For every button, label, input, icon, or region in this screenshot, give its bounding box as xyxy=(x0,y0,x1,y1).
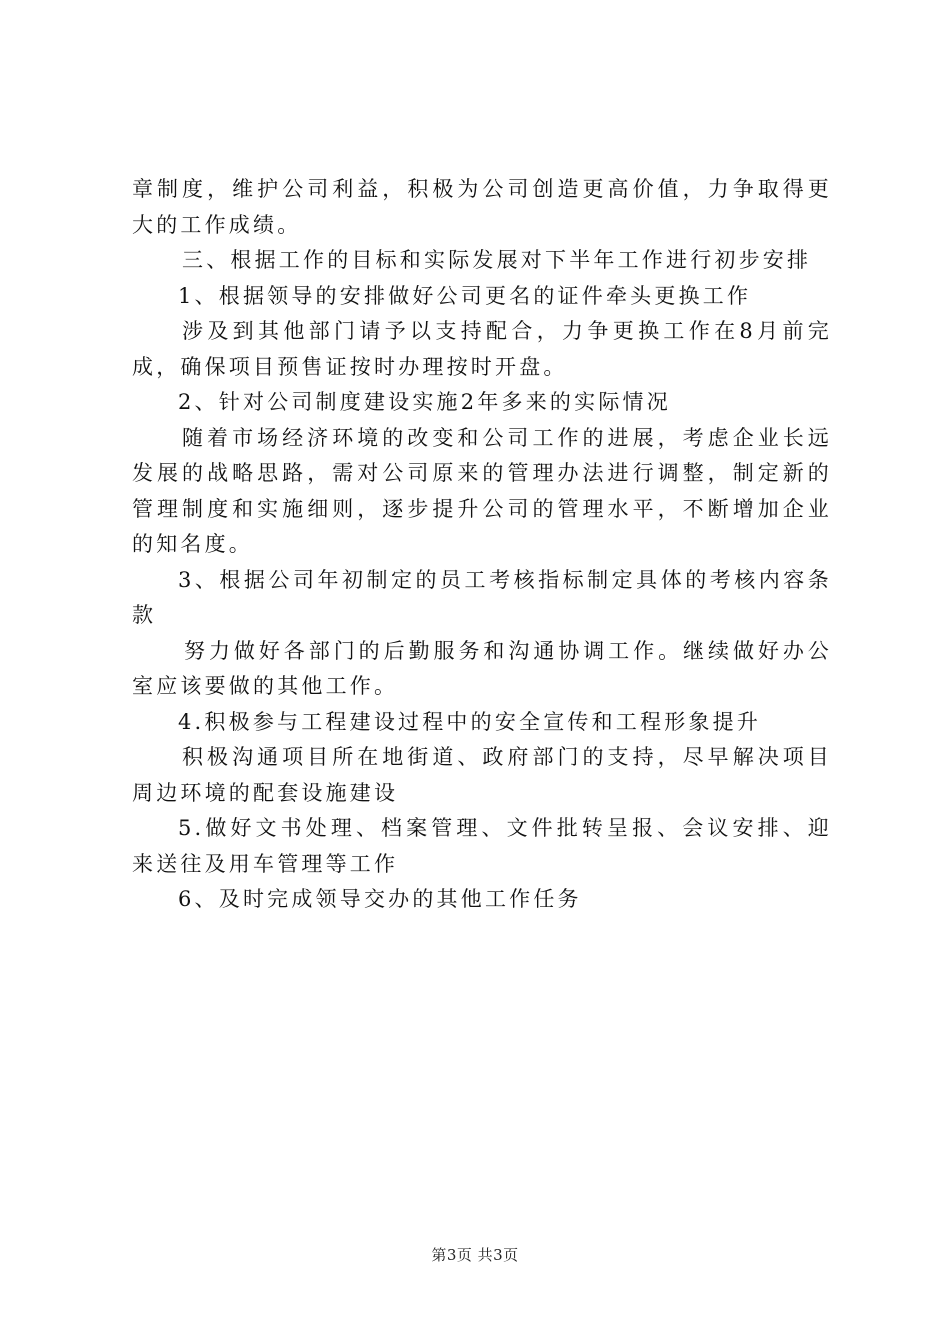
document-body xyxy=(132,172,832,918)
item-body-1: 涉及到其他部门请予以支持配合，力争更换工作在8月前完成，确保项目预售证按时办理按时开盘。 xyxy=(132,319,832,379)
item-body-4: 积极沟通项目所在地街道、政府部门的支持，尽早解决项目周边环境的配套设施建设 xyxy=(132,745,832,805)
section-heading-3: 三、根据工作的目标和实际发展对下半年工作进行初步安排 xyxy=(182,248,812,272)
paragraph-continuation: 章制度，维护公司利益，积极为公司创造更高价值，力争取得更大的工作成绩。 xyxy=(132,177,832,237)
item-heading-1: 1、根据领导的安排做好公司更名的证件牵头更换工作 xyxy=(178,283,752,308)
item-heading-3: 3、根据公司年初制定的员工考核指标制定具体的考核内容条款 xyxy=(132,567,832,627)
item-heading-5: 5.做好文书处理、档案管理、文件批转呈报、会议安排、迎来送往及用车管理等工作 xyxy=(132,816,832,876)
item-heading-4: 4.积极参与工程建设过程中的安全宣传和工程形象提升 xyxy=(178,709,762,734)
item-body-2: 随着市场经济环境的改变和公司工作的进展，考虑企业长远发展的战略思路，需对公司原来的管理办法进行调整，制定新的管理制度和实施细则，逐步提升公司的管理水平，不断增加企业的知名度。 xyxy=(132,425,832,556)
item-body-3: 努力做好各部门的后勤服务和沟通协调工作。继续做好办公室应该要做的其他工作。 xyxy=(132,638,832,698)
item-heading-2: 2、针对公司制度建设实施2年多来的实际情况 xyxy=(178,390,671,414)
page-number-footer: 第3页 共3页 xyxy=(431,1246,519,1264)
item-heading-6: 6、及时完成领导交办的其他工作任务 xyxy=(178,887,582,911)
